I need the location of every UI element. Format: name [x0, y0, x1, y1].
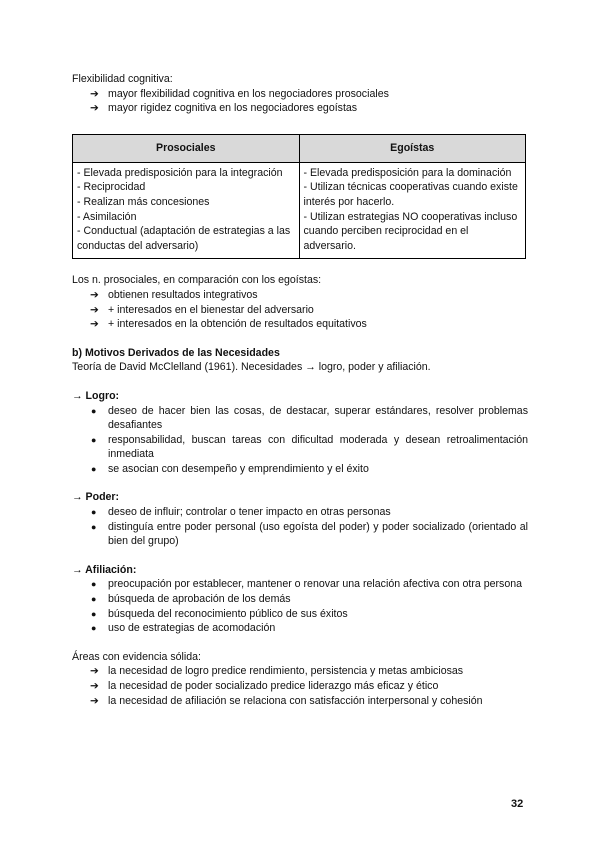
list-item: ➔ mayor flexibilidad cognitiva en los negociadores prosociales: [90, 87, 389, 100]
list-item: ➔ mayor rigidez cognitiva en los negociadores egoístas: [90, 102, 358, 115]
arrow-icon: ➔: [90, 87, 99, 100]
bullet-icon: ●: [91, 623, 97, 634]
comparison-list: [72, 288, 528, 332]
list-item: ● deseo de hacer bien las cosas, de destacar, superar estándares, resolver problemas desafiantes: [91, 404, 528, 432]
comparison-table: [72, 134, 526, 260]
bullet-icon: ●: [91, 405, 97, 416]
list-item: ➔ la necesidad de afiliación se relaciona con satisfacción interpersonal y cohesión: [90, 694, 483, 707]
areas-heading: Áreas con evidencia sólida:: [72, 650, 201, 663]
bullet-icon: ●: [91, 463, 97, 474]
arrow-icon: ➔: [90, 102, 99, 115]
table-line: - Elevada predisposición para la integración: [77, 166, 283, 179]
list-item: ● distinguía entre poder personal (uso egoísta del poder) y poder socializado (orientado al bien del grupo): [91, 520, 528, 548]
arrow-icon: ➔: [90, 694, 99, 707]
flex-list: [72, 87, 528, 116]
bullet-icon: ●: [91, 434, 97, 445]
table-line: - Conductual (adaptación de estrategias a las conductas del adversario): [77, 225, 291, 252]
list-item: ➔ la necesidad de poder socializado predice liderazgo más eficaz y ético: [90, 680, 439, 692]
afiliacion-title: → Afiliación:: [72, 563, 137, 576]
logro-title: → Logro:: [72, 389, 120, 402]
bullet-icon: ●: [91, 521, 97, 532]
list-item: ● preocupación por establecer, mantener o renovar una relación afectiva con otra persona: [91, 578, 522, 591]
arrow-icon: ➔: [90, 665, 99, 678]
areas-list: [72, 664, 528, 708]
table-line: - Utilizan estrategias NO cooperativas incluso cuando perciben reciprocidad en el adversario.: [303, 210, 518, 252]
list-item: ● búsqueda de aprobación de los demás: [91, 593, 291, 606]
table-line: - Asimilación: [77, 210, 137, 223]
list-item: ➔ obtienen resultados integrativos: [90, 288, 258, 301]
list-item: ➔ + interesados en la obtención de resultados equitativos: [90, 318, 367, 331]
arrow-icon: ➔: [90, 680, 99, 692]
table-line: - Realizan más concesiones: [77, 195, 210, 208]
comparison-heading: Los n. prosociales, en comparación con los egoístas:: [72, 274, 322, 287]
bullet-icon: ●: [91, 594, 97, 605]
table-header-prosociales: Prosociales: [73, 134, 300, 162]
table-line: - Utilizan técnicas cooperativas cuando existe interés por hacerlo.: [303, 181, 518, 208]
list-item: ➔ la necesidad de logro predice rendimiento, persistencia y metas ambiciosas: [90, 665, 464, 678]
flex-heading: Flexibilidad cognitiva:: [72, 73, 173, 85]
arrow-icon: ➔: [90, 318, 99, 331]
poder-title: → Poder:: [72, 491, 120, 504]
table-line: - Elevada predisposición para la dominación: [303, 166, 512, 179]
section-title: b) Motivos Derivados de las Necesidades: [72, 346, 280, 359]
list-item: ➔ + interesados en el bienestar del adversario: [90, 303, 314, 316]
logro-list: [72, 404, 528, 477]
list-item: ● deseo de influir; controlar o tener impacto en otras personas: [91, 506, 391, 519]
arrow-icon: ➔: [90, 303, 99, 316]
arrow-icon: ➔: [90, 288, 99, 301]
bullet-icon: ●: [91, 579, 97, 590]
table-cell-prosociales: [73, 162, 300, 259]
page-number: 32: [511, 798, 524, 810]
bullet-icon: ●: [91, 507, 97, 518]
section-intro: Teoría de David McClelland (1961). Necesidades → logro, poder y afiliación.: [72, 361, 431, 374]
table-line: - Reciprocidad: [77, 181, 146, 194]
table-cell-egoistas: [299, 162, 526, 259]
page-content: [72, 72, 528, 708]
afiliacion-list: [72, 577, 528, 635]
table-header-egoistas: Egoístas: [299, 134, 526, 162]
list-item: ● responsabilidad, buscan tareas con dificultad moderada y desean retroalimentación inmediata: [91, 433, 528, 461]
list-item: ● uso de estrategias de acomodación: [91, 622, 276, 635]
bullet-icon: ●: [91, 608, 97, 619]
list-item: ● búsqueda del reconocimiento público de sus éxitos: [91, 607, 348, 620]
poder-list: [72, 505, 528, 549]
list-item: ● se asocian con desempeño y emprendimiento y el éxito: [91, 462, 369, 475]
